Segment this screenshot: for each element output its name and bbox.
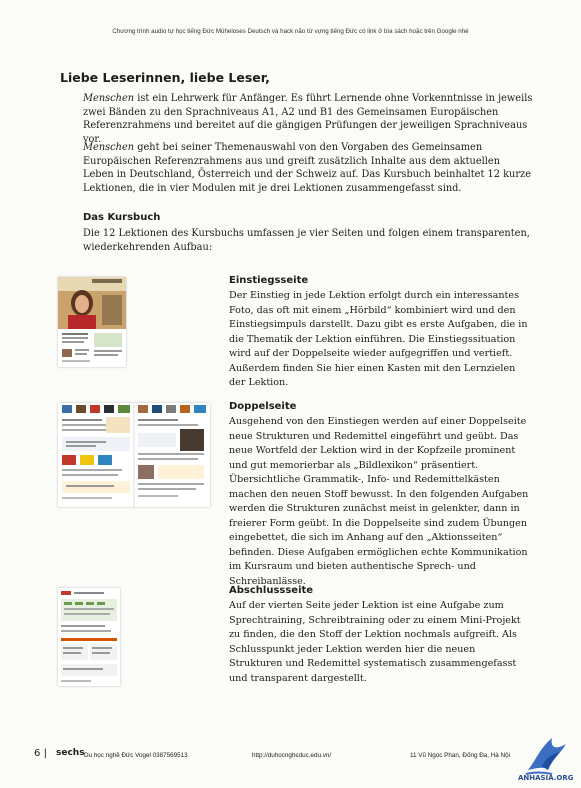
intro-text: ist ein Lehrwerk für Anfänger. Es führt Lernende ohne Vorkenntnisse in jeweils zwei Bänden zu den Sprachniveaus A1, A2 und B1 des Gemeinsamen Europäischen Referenzrahmens und bereitet auf die gängigen Prüfungen der jeweiligen Sprachniveaus vor. xyxy=(83,93,533,145)
abschlussseite-thumbnail xyxy=(58,588,120,686)
footer-address: 11 Vũ Ngọc Phan, Đống Đa, Hà Nội xyxy=(410,752,510,759)
doppelseite-image xyxy=(58,403,210,507)
doppelseite-thumbnail xyxy=(58,403,210,507)
separator: | xyxy=(43,748,47,759)
intro-text: geht bei seiner Themenauswahl von den Vorgaben des Gemeinsamen Europäischen Referenzrahmens aus und greift zusätzlich Inhalte aus dem aktuellen Leben in Deutschland, Österreich und der Schweiz auf. Das Kursbuch beinhaltet 12 kurze Lektionen, die in vier Modulen mit je drei Lektionen zusammengefasst sind. xyxy=(83,142,531,194)
page-number: 6 | xyxy=(34,748,47,759)
einstiegsseite-image xyxy=(58,277,126,367)
section-einstiegsseite-title: Einstiegsseite xyxy=(229,275,309,286)
logo-text: ANHASIA.ORG xyxy=(518,774,574,782)
page-heading: Liebe Leserinnen, liebe Leser, xyxy=(60,70,270,85)
top-note: Chương trình audio tự học tiếng Đức Müheloses Deutsch và hack não từ vựng tiếng Đức có link ở bìa sách hoặc trên Google nhé xyxy=(112,28,469,35)
intro-paragraph-1 xyxy=(83,92,533,146)
footer-contact: Du học nghề Đức Vogel 0387569513 xyxy=(84,752,188,759)
footer-url[interactable]: http://duhocnghєduc.edu.vn/ xyxy=(252,752,332,759)
section-abschlussseite-title: Abschlussseite xyxy=(229,585,314,596)
kursbuch-text: Die 12 Lektionen des Kursbuchs umfassen je vier Seiten und folgen einem transparenten, wiederkehrenden Aufbau: xyxy=(83,228,530,253)
intro-paragraph-2 xyxy=(83,141,533,195)
title-italic: Menschen xyxy=(83,142,135,153)
einstiegsseite-thumbnail xyxy=(58,277,126,367)
kursbuch-heading: Das Kursbuch xyxy=(83,212,161,223)
section-einstiegsseite-text: Der Einstieg in jede Lektion erfolgt durch ein interessantes Foto, das oft mit einem „Hörbild“ kombiniert wird und den Einstiegsimpuls darstellt. Dazu gibt es erste Aufgaben, die in die Thematik der Lektion einführen. Die Einstiegssituation wird auf der Doppelseite wieder aufgegriffen und vertieft. Außerdem finden Sie hier einen Kasten mit den Lernzielen der Lektion. xyxy=(229,290,528,388)
section-doppelseite-text: Ausgehend von den Einstiegen werden auf einer Doppelseite neue Strukturen und Redemittel eingeführt und geübt. Das neue Wortfeld der Lektion wird in der Kopfzeile prominent und gut memorierbar als „Bildlexikon“ präsentiert. Übersichtliche Grammatik-, Info- und Redemittelkästen machen den neuen Stoff bewusst. In den folgenden Aufgaben werden die Strukturen zunächst meist in gelenkter, dann in freierer Form geübt. In die Doppelseite sind zudem Übungen eingebettet, die sich im Anhang auf den „Aktionsseiten“ befinden. Diese Aufgaben ermöglichen echte Kommunikation im Kursraum und bieten authentische Sprech- und Schreibanlässe. xyxy=(229,416,529,587)
title-italic: Menschen xyxy=(83,93,135,104)
abschlussseite-image xyxy=(58,588,120,686)
page-word: sechs xyxy=(56,748,85,758)
section-doppelseite-title: Doppelseite xyxy=(229,401,297,412)
section-abschlussseite-text: Auf der vierten Seite jeder Lektion ist eine Aufgabe zum Sprechtraining, Schreibtraining oder zu einem Mini-Projekt zu finden, die den Stoff der Lektion nochmals aufgreift. Als Schlusspunkt jeder Lektion werden hier die neuen Strukturen und Redemittel systematisch zusammengefasst und transparent dargestellt. xyxy=(229,600,521,684)
